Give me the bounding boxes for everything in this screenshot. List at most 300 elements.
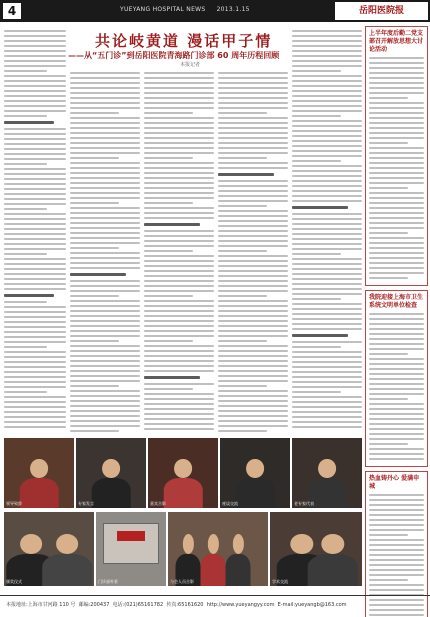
text-line: [292, 243, 362, 245]
text-line: [144, 315, 214, 317]
text-line: [369, 393, 424, 395]
text-line: [70, 112, 119, 114]
text-line: [4, 193, 66, 195]
photo-5: [292, 438, 362, 508]
text-line: [218, 117, 288, 119]
text-line: [218, 167, 288, 169]
text-line: [369, 559, 424, 561]
text-line: [144, 72, 214, 74]
text-line: [144, 345, 214, 347]
text-line: [4, 391, 47, 393]
text-line: [4, 95, 66, 97]
text-line: [369, 102, 424, 104]
text-line: [70, 72, 140, 74]
text-line: [144, 182, 214, 184]
text-line: [4, 243, 66, 245]
text-line: [369, 458, 424, 460]
text-line: [369, 152, 424, 154]
text-line: [292, 346, 341, 348]
text-line: [369, 368, 424, 370]
text-line: [144, 235, 214, 237]
text-line: [144, 260, 214, 262]
text-line: [70, 232, 140, 234]
text-line: [144, 320, 214, 322]
text-line: [369, 262, 424, 264]
text-line: [70, 290, 140, 292]
text-line: [70, 97, 140, 99]
text-line: [70, 152, 140, 154]
text-line: [218, 350, 288, 352]
text-line: [144, 132, 214, 134]
text-line: [218, 335, 288, 337]
text-line: [4, 301, 47, 303]
text-line: [292, 223, 362, 225]
text-line: [70, 285, 140, 287]
text-line: [70, 390, 140, 392]
page-footer: [0, 595, 430, 613]
text-line: [292, 170, 362, 172]
text-line: [144, 355, 214, 357]
text-line: [218, 260, 288, 262]
text-line: [218, 395, 288, 397]
text-column-3: [144, 72, 214, 432]
sidebar-news-1: [365, 26, 428, 286]
text-line: [292, 351, 362, 353]
text-line: [144, 325, 214, 327]
sidebar: [365, 26, 428, 586]
text-line: [4, 90, 66, 92]
text-line: [4, 30, 66, 32]
text-line: [218, 410, 288, 412]
text-line: [218, 152, 288, 154]
text-line: [4, 168, 66, 170]
text-line: [70, 167, 140, 169]
text-line: [369, 519, 424, 521]
article-byline: 本报记者: [180, 62, 201, 68]
text-line: [218, 340, 267, 342]
text-line: [292, 100, 362, 102]
text-line: [369, 564, 424, 566]
text-line: [4, 421, 66, 423]
text-line: [369, 172, 424, 174]
text-line: [292, 110, 362, 112]
text-line: [70, 425, 140, 427]
text-line: [218, 365, 288, 367]
text-line: [218, 425, 288, 427]
text-line: [4, 248, 66, 250]
text-line: [70, 350, 140, 352]
text-line: [369, 277, 408, 279]
text-line: [144, 398, 214, 400]
text-line: [144, 177, 214, 179]
footer-address: 本报地址:上海市甘河路 110 号: [6, 602, 76, 608]
text-line: [369, 67, 424, 69]
text-line: [218, 360, 288, 362]
text-line: [144, 230, 214, 232]
text-line: [218, 87, 288, 89]
text-line: [70, 262, 140, 264]
text-line: [218, 190, 288, 192]
text-line: [369, 252, 424, 254]
text-line: [369, 549, 424, 551]
text-line: [144, 365, 214, 367]
text-line: [4, 133, 66, 135]
text-line: [144, 192, 214, 194]
text-line: [4, 153, 66, 155]
text-line: [369, 443, 408, 445]
text-line: [4, 356, 66, 358]
text-line: [218, 205, 267, 207]
text-line: [4, 263, 66, 265]
text-line: [70, 197, 140, 199]
text-line: [369, 428, 424, 430]
text-line: [4, 223, 66, 225]
text-line: [4, 331, 66, 333]
text-line: [144, 340, 193, 342]
text-line: [369, 147, 424, 149]
text-line: [4, 426, 66, 428]
text-line: [4, 85, 66, 87]
text-line: [144, 117, 214, 119]
text-line: [218, 295, 267, 297]
text-line: [144, 187, 214, 189]
text-line: [70, 217, 140, 219]
text-line: [144, 383, 214, 385]
text-line: [292, 406, 362, 408]
text-line: [292, 341, 362, 343]
text-line: [4, 294, 54, 297]
text-line: [218, 82, 288, 84]
text-line: [369, 72, 424, 74]
text-line: [70, 212, 140, 214]
text-line: [70, 340, 119, 342]
text-line: [144, 295, 193, 297]
text-line: [4, 35, 66, 37]
text-line: [369, 418, 424, 420]
text-line: [70, 405, 140, 407]
text-line: [292, 105, 362, 107]
text-line: [4, 143, 66, 145]
sidebar-news-3-title: 热血铸丹心 爱满申城: [369, 475, 420, 490]
text-line: [218, 210, 288, 212]
text-line: [4, 376, 66, 378]
text-line: [369, 222, 424, 224]
text-line: [4, 80, 66, 82]
text-line: [369, 87, 424, 89]
text-line: [218, 157, 267, 159]
text-line: [218, 310, 288, 312]
text-line: [369, 192, 424, 194]
text-line: [144, 403, 214, 405]
footer-website[interactable]: http://www.yueyangyy.com: [206, 602, 275, 608]
text-line: [369, 343, 424, 345]
text-line: [369, 614, 424, 616]
text-line: [218, 380, 288, 382]
text-line: [144, 97, 214, 99]
text-line: [292, 150, 362, 152]
text-line: [4, 163, 47, 165]
text-line: [369, 423, 424, 425]
text-line: [369, 338, 424, 340]
text-line: [70, 172, 140, 174]
text-line: [218, 305, 288, 307]
text-line: [218, 405, 288, 407]
text-line: [369, 177, 424, 179]
text-line: [70, 252, 140, 254]
text-line: [218, 275, 288, 277]
text-line: [369, 514, 424, 516]
text-line: [292, 323, 362, 325]
text-line: [292, 135, 362, 137]
text-line: [144, 376, 200, 379]
text-line: [369, 544, 424, 546]
text-line: [218, 235, 288, 237]
text-line: [4, 366, 66, 368]
text-line: [4, 55, 66, 57]
text-line: [292, 318, 362, 320]
text-line: [292, 30, 362, 32]
text-line: [4, 218, 66, 220]
text-line: [369, 57, 424, 59]
text-line: [369, 127, 424, 129]
text-line: [70, 132, 140, 134]
text-line: [4, 283, 66, 285]
text-line: [4, 128, 66, 130]
text-line: [292, 328, 362, 330]
photo-caption: 专家发言: [78, 501, 94, 506]
text-line: [70, 92, 140, 94]
text-line: [292, 55, 362, 57]
header-info: [120, 6, 250, 13]
text-line: [70, 295, 119, 297]
text-line: [4, 138, 66, 140]
text-line: [218, 132, 288, 134]
footer-phone: 电话:(021)65161782: [112, 602, 164, 608]
text-line: [144, 152, 214, 154]
text-line: [70, 375, 140, 377]
text-line: [4, 416, 66, 418]
text-line: [144, 245, 214, 247]
text-line: [218, 280, 288, 282]
text-line: [70, 137, 140, 139]
text-line: [292, 190, 362, 192]
text-line: [218, 72, 288, 74]
page-number: 4: [3, 3, 21, 19]
text-line: [369, 313, 424, 315]
text-line: [292, 65, 362, 67]
text-line: [369, 569, 424, 571]
text-line: [144, 393, 214, 395]
text-line: [292, 213, 362, 215]
text-line: [70, 310, 140, 312]
text-line: [144, 197, 214, 199]
text-line: [70, 400, 140, 402]
text-line: [218, 300, 288, 302]
text-line: [218, 400, 288, 402]
text-line: [144, 350, 214, 352]
text-line: [70, 237, 140, 239]
text-line: [70, 420, 140, 422]
text-line: [292, 195, 362, 197]
text-line: [70, 365, 140, 367]
text-line: [292, 70, 341, 72]
text-line: [4, 396, 66, 398]
text-line: [369, 242, 424, 244]
sidebar-news-1-title: 上半年度后勤二党支部召开解放思想大讨论活动: [369, 30, 424, 53]
text-line: [369, 117, 424, 119]
footer-fax: 传真:65161620: [166, 602, 204, 608]
page-header: [0, 0, 430, 22]
text-line: [144, 305, 214, 307]
text-line: [144, 77, 214, 79]
text-line: [369, 529, 424, 531]
text-line: [144, 212, 214, 214]
text-line: [292, 376, 362, 378]
text-line: [70, 242, 140, 244]
text-line: [4, 278, 66, 280]
text-line: [144, 217, 214, 219]
text-line: [4, 258, 66, 260]
text-line: [70, 395, 140, 397]
photo-caption: 领导致辞: [6, 501, 22, 506]
text-line: [4, 341, 66, 343]
text-line: [70, 315, 140, 317]
text-line: [218, 265, 288, 267]
text-line: [144, 290, 214, 292]
text-line: [292, 125, 362, 127]
text-line: [292, 228, 362, 230]
text-line: [369, 122, 424, 124]
text-line: [218, 102, 288, 104]
text-line: [218, 127, 288, 129]
text-line: [144, 172, 214, 174]
issue-date: 2013.1.15: [216, 6, 250, 13]
text-line: [144, 102, 214, 104]
text-line: [144, 423, 214, 425]
text-line: [218, 330, 288, 332]
text-line: [292, 298, 341, 300]
text-line: [369, 408, 424, 410]
text-line: [369, 187, 408, 189]
text-line: [218, 250, 267, 252]
text-line: [292, 356, 362, 358]
text-line: [292, 248, 362, 250]
footer-email[interactable]: E-mail:yueyangb@163.com: [277, 602, 347, 608]
text-line: [144, 388, 193, 390]
text-line: [218, 185, 288, 187]
text-line: [70, 247, 119, 249]
text-column-5: [292, 30, 362, 430]
text-line: [4, 233, 66, 235]
text-line: [144, 162, 214, 164]
text-line: [4, 178, 66, 180]
text-line: [292, 426, 362, 428]
text-line: [292, 45, 362, 47]
text-line: [369, 132, 424, 134]
text-line: [292, 50, 362, 52]
text-line: [292, 381, 362, 383]
text-line: [369, 589, 424, 591]
text-line: [144, 335, 214, 337]
photo-7: [96, 512, 166, 586]
text-line: [292, 85, 362, 87]
text-line: [4, 361, 66, 363]
text-line: [218, 107, 288, 109]
text-line: [218, 225, 288, 227]
text-line: [369, 524, 424, 526]
text-line: [292, 421, 362, 423]
text-line: [369, 217, 424, 219]
text-line: [70, 330, 140, 332]
text-line: [218, 245, 288, 247]
text-line: [292, 371, 362, 373]
text-line: [369, 107, 424, 109]
text-line: [4, 411, 66, 413]
text-line: [218, 415, 288, 417]
text-line: [4, 228, 66, 230]
text-line: [4, 238, 66, 240]
photo-caption: 座谈交流: [222, 501, 238, 506]
text-line: [369, 328, 424, 330]
text-line: [369, 378, 424, 380]
text-line: [144, 127, 214, 129]
text-line: [369, 509, 424, 511]
text-line: [218, 200, 288, 202]
photo-6: [4, 512, 94, 586]
text-line: [369, 534, 408, 536]
sidebar-news-2-title: 我院迎接上海市卫生系统文明单位检查: [369, 294, 424, 309]
text-line: [4, 326, 66, 328]
text-line: [70, 202, 119, 204]
photo-3: [148, 438, 218, 508]
text-column-1: [4, 30, 66, 430]
text-line: [70, 87, 140, 89]
text-line: [369, 227, 424, 229]
text-line: [4, 70, 47, 72]
text-line: [70, 257, 140, 259]
text-line: [70, 107, 140, 109]
photo-1: [4, 438, 74, 508]
text-line: [70, 82, 140, 84]
text-line: [70, 122, 140, 124]
text-line: [4, 75, 66, 77]
text-line: [144, 167, 214, 169]
text-line: [218, 230, 288, 232]
text-line: [218, 220, 288, 222]
text-line: [144, 428, 214, 430]
text-line: [4, 406, 66, 408]
text-line: [144, 360, 214, 362]
text-line: [70, 430, 119, 432]
text-line: [218, 92, 288, 94]
text-line: [144, 310, 214, 312]
text-line: [369, 92, 424, 94]
text-line: [369, 453, 424, 455]
text-line: [292, 140, 362, 142]
text-line: [292, 95, 362, 97]
text-line: [4, 45, 66, 47]
text-line: [70, 207, 140, 209]
photo-gallery: [4, 438, 362, 586]
text-line: [292, 396, 362, 398]
text-line: [292, 175, 362, 177]
photo-caption: 与会人员合影: [170, 579, 194, 584]
text-line: [4, 336, 66, 338]
text-line: [144, 330, 214, 332]
text-line: [4, 203, 66, 205]
text-line: [369, 494, 424, 496]
text-line: [369, 157, 424, 159]
